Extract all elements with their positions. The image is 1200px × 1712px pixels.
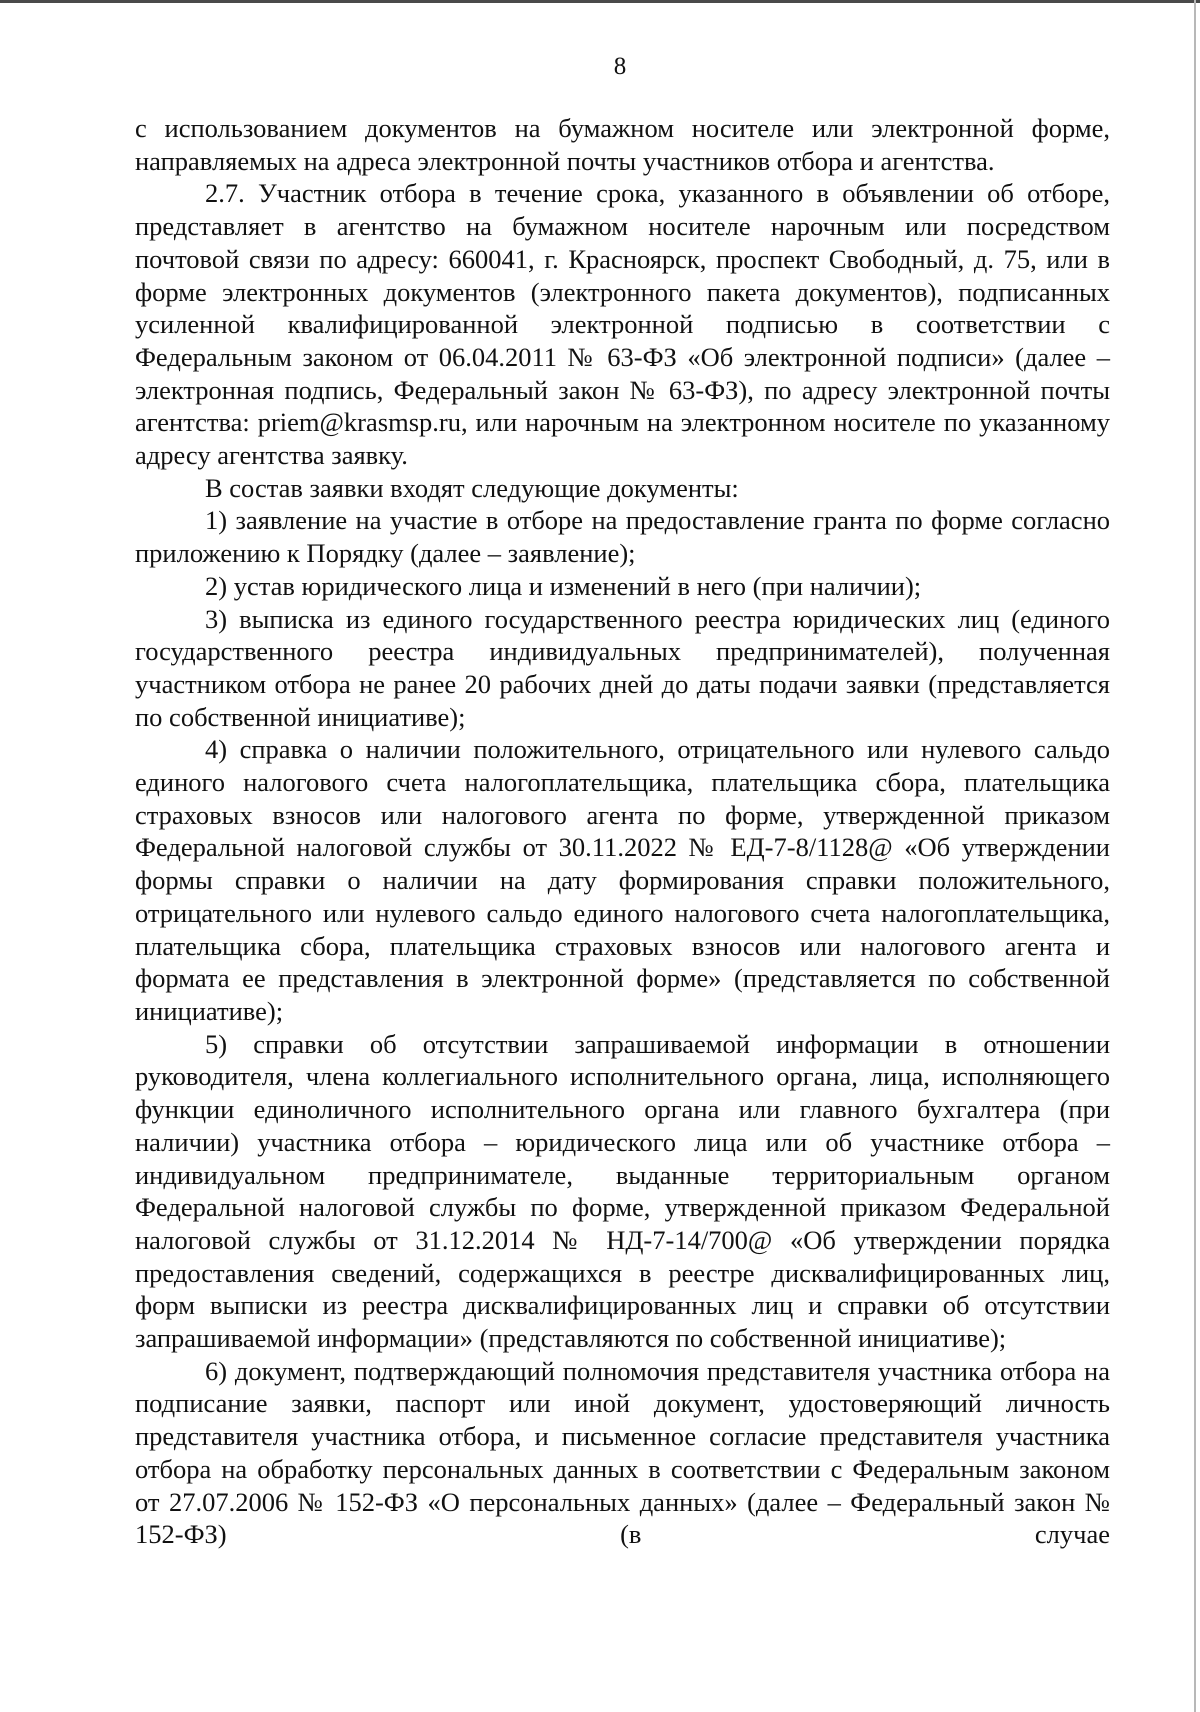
paragraph-continuation: с использованием документов на бумажном носителе или электронной форме, направляемых на адреса электронной почты участников отбора и агентства. (135, 113, 1110, 176)
scan-right-edge (1194, 0, 1196, 1712)
list-item-1: 1) заявление на участие в отборе на предоставление гранта по форме согласно приложению к Порядку (далее – заявление); (135, 505, 1110, 569)
document-body (135, 112, 1110, 1551)
paragraph-documents-intro: В состав заявки входят следующие документы: (205, 472, 739, 503)
list-item-3: 3) выписка из единого государственного реестра юридических лиц (единого государственного реестра индивидуальных предпринимателей), полученная участником отбора не ранее 20 рабочих дней до даты подачи заявки (представляется по собственной инициативе); (135, 603, 1110, 732)
paragraph-2-7: 2.7. Участник отбора в течение срока, указанного в объявлении об отборе, представляет в агентство на бумажном носителе нарочным или посредством почтовой связи по адресу: 660041, г. Красноярск, проспект Свободный, д. 75, или в форме электронных документов (электронного пакета документов), подписанных усиленной квалифицированной электронной подписью в соответствии с Федеральным законом от 06.04.2011 № 63-ФЗ «Об электронной подписи» (далее – электронная подпись, Федеральный закон № 63-ФЗ), по адресу электронной почты агентства: priem@krasmsp.ru, или нарочным на электронном носителе по указанному адресу агентства заявку. (135, 178, 1110, 471)
list-item-6: 6) документ, подтверждающий полномочия представителя участника отбора на подписание заявки, паспорт или иной документ, удостоверяющий личность представителя участника отбора, и письменное согласие представителя участника отбора на обработку персональных данных в соответствии с Федеральным законом от 27.07.2006 № 152-ФЗ «О персональных данных» (далее – Федеральный закон № 152-ФЗ) (в случае (135, 1355, 1110, 1550)
page-number: 8 (613, 53, 627, 80)
scan-top-edge (0, 0, 1200, 3)
list-item-5: 5) справки об отсутствии запрашиваемой информации в отношении руководителя, члена коллегиального исполнительного органа, лица, исполняющего функции единоличного исполнительного органа или главного бухгалтера (при наличии) участника отбора – юридического лица или об участнике отбора – индивидуальном предпринимателе, выданные территориальным органом Федеральной налоговой службы по форме, утвержденной приказом Федеральной налоговой службы от 31.12.2014 № НД-7-14/700@ «Об утверждении порядка предоставления сведений, содержащихся в реестре дисквалифицированных лиц, форм выписки из реестра дисквалифицированных лиц и справки об отсутствии запрашиваемой информации» (представляются по собственной инициативе); (135, 1028, 1110, 1354)
list-item-2: 2) устав юридического лица и изменений в него (при наличии); (205, 570, 922, 601)
list-item-4: 4) справка о наличии положительного, отрицательного или нулевого сальдо единого налогового счета налогоплательщика, плательщика сбора, плательщика страховых взносов или налогового агента по форме, утвержденной приказом Федеральной налоговой службы от 30.11.2022 № ЕД-7-8/1128@ «Об утверждении формы справки о наличии на дату формирования справки положительного, отрицательного или нулевого сальдо единого налогового счета налогоплательщика, плательщика сбора, плательщика страховых взносов или налогового агента и формата ее представления в электронной форме» (представляется по собственной инициативе); (135, 734, 1110, 1026)
